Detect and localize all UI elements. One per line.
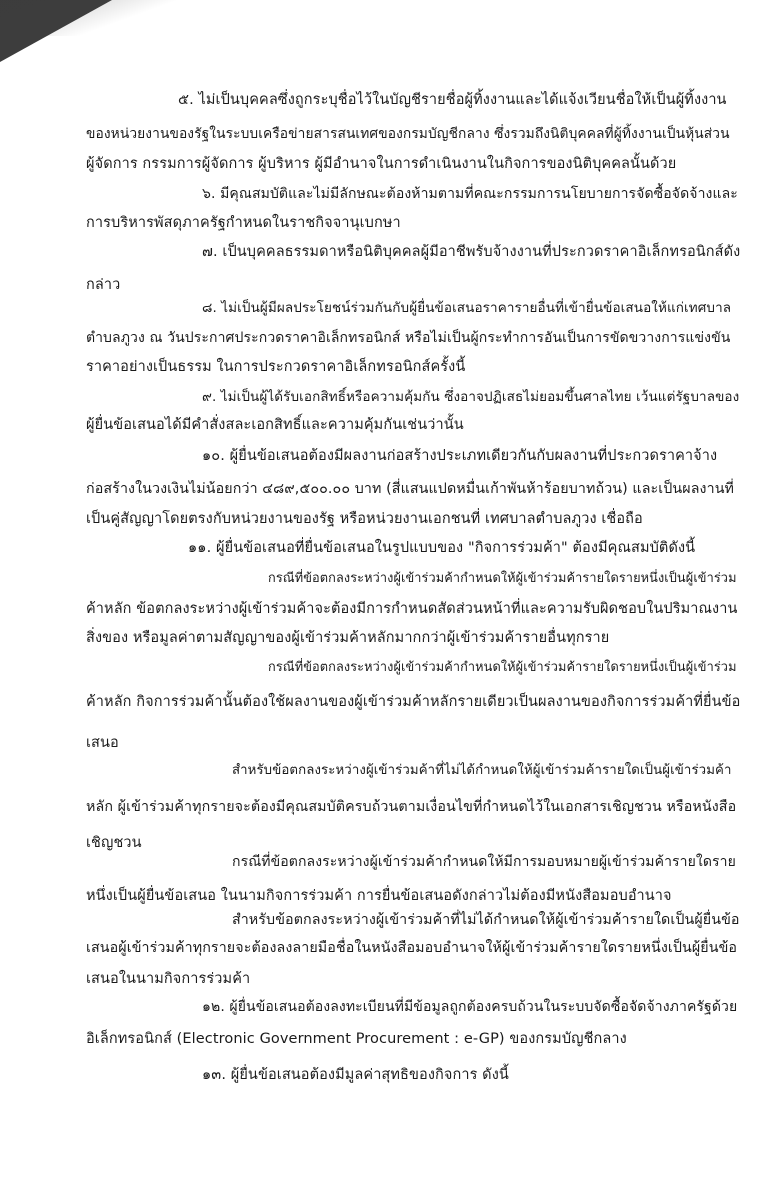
clause-11-case-1-line-2: ค้าหลัก ข้อตกลงระหว่างผู้เข้าร่วมค้าจะต้องมีการกำหนดสัดส่วนหน้าที่และความรับผิดชอบในปริมาณงาน: [86, 601, 738, 617]
clause-10-line-2: ก่อสร้างในวงเงินไม่น้อยกว่า ๔๘๙,๕๐๐.๐๐ บาท (สี่แสนแปดหมื่นเก้าพันห้าร้อยบาทถ้วน) และเป็นผลงานที่: [86, 481, 735, 497]
clause-5-line-1: ๕. ไม่เป็นบุคคลซึ่งถูกระบุชื่อไว้ในบัญชีรายชื่อผู้ทิ้งงานและได้แจ้งเวียนชื่อให้เป็นผู้ทิ้งงาน: [178, 92, 727, 108]
clause-13-line-1: ๑๓. ผู้ยื่นข้อเสนอต้องมีมูลค่าสุทธิของกิจการ ดังนี้: [202, 1067, 509, 1083]
clause-11-heading: ๑๑. ผู้ยื่นข้อเสนอที่ยื่นข้อเสนอในรูปแบบของ "กิจการร่วมค้า" ต้องมีคุณสมบัติดังนี้: [188, 540, 696, 556]
clause-11-case-2-line-3: เสนอ: [86, 735, 119, 751]
clause-9-line-2: ผู้ยื่นข้อเสนอได้มีคำสั่งสละเอกสิทธิ์และความคุ้มกันเช่นว่านั้น: [86, 417, 464, 433]
clause-9-line-1: ๙. ไม่เป็นผู้ได้รับเอกสิทธิ์หรือความคุ้มกัน ซึ่งอาจปฏิเสธไม่ยอมขึ้นศาลไทย เว้นแต่รัฐบาลของ: [202, 389, 740, 405]
clause-7-line-1: ๗. เป็นบุคคลธรรมดาหรือนิติบุคคลผู้มีอาชีพรับจ้างงานที่ประกวดราคาอิเล็กทรอนิกส์ดัง: [202, 244, 741, 260]
clause-11-case-5-line-1: สำหรับข้อตกลงระหว่างผู้เข้าร่วมค้าที่ไม่ได้กำหนดให้ผู้เข้าร่วมค้ารายใดเป็นผู้ยื่นข้อ: [232, 912, 740, 928]
clause-11-case-3-line-3: เชิญชวน: [86, 835, 142, 851]
clause-8-line-2: ตำบลภูวง ณ วันประกาศประกวดราคาอิเล็กทรอนิกส์ หรือไม่เป็นผู้กระทำการอันเป็นการขัดขวางการแข่งขัน: [86, 330, 731, 346]
clause-7-line-2: กล่าว: [86, 277, 121, 293]
clause-5-line-2: ของหน่วยงานของรัฐในระบบเครือข่ายสารสนเทศของกรมบัญชีกลาง ซึ่งรวมถึงนิติบุคคลที่ผู้ทิ้งงานเป็นหุ้นส่วน: [86, 126, 730, 142]
clause-10-line-1: ๑๐. ผู้ยื่นข้อเสนอต้องมีผลงานก่อสร้างประเภทเดียวกันกับผลงานที่ประกวดราคาจ้าง: [202, 448, 718, 464]
clause-11-case-3-line-2: หลัก ผู้เข้าร่วมค้าทุกรายจะต้องมีคุณสมบัติครบถ้วนตามเงื่อนไขที่กำหนดไว้ในเอกสารเชิญชวน หรือหนังสือ: [86, 799, 737, 815]
clause-11-case-1-line-1: กรณีที่ข้อตกลงระหว่างผู้เข้าร่วมค้ากำหนดให้ผู้เข้าร่วมค้ารายใดรายหนึ่งเป็นผู้เข้าร่วม: [268, 571, 737, 586]
clause-5-line-3: ผู้จัดการ กรรมการผู้จัดการ ผู้บริหาร ผู้มีอำนาจในการดำเนินงานในกิจการของนิติบุคคลนั้นด้วย: [86, 156, 677, 172]
clause-11-case-4-line-1: กรณีที่ข้อตกลงระหว่างผู้เข้าร่วมค้ากำหนดให้มีการมอบหมายผู้เข้าร่วมค้ารายใดราย: [232, 854, 736, 870]
clause-12-line-2: อิเล็กทรอนิกส์ (Electronic Government Procurement : e-GP) ของกรมบัญชีกลาง: [86, 1031, 627, 1047]
clause-11-case-2-line-2: ค้าหลัก กิจการร่วมค้านั้นต้องใช้ผลงานของผู้เข้าร่วมค้าหลักรายเดียวเป็นผลงานของกิจการร่วมค้าที่ยื่นข้อ: [86, 694, 741, 710]
clause-11-case-2-line-1: กรณีที่ข้อตกลงระหว่างผู้เข้าร่วมค้ากำหนดให้ผู้เข้าร่วมค้ารายใดรายหนึ่งเป็นผู้เข้าร่วม: [268, 660, 737, 675]
clause-6-line-1: ๖. มีคุณสมบัติและไม่มีลักษณะต้องห้ามตามที่คณะกรรมการนโยบายการจัดซื้อจัดจ้างและ: [202, 186, 738, 202]
clause-11-case-1-line-3: สิ่งของ หรือมูลค่าตามสัญญาของผู้เข้าร่วมค้าหลักมากกว่าผู้เข้าร่วมค้ารายอื่นทุกราย: [86, 630, 610, 646]
clause-11-case-5-line-2: เสนอผู้เข้าร่วมค้าทุกรายจะต้องลงลายมือชื่อในหนังสือมอบอำนาจให้ผู้เข้าร่วมค้ารายใดรายหนึ่งเป็นผู้ยื่นข้อ: [86, 940, 738, 956]
clause-12-line-1: ๑๒. ผู้ยื่นข้อเสนอต้องลงทะเบียนที่มีข้อมูลถูกต้องครบถ้วนในระบบจัดซื้อจัดจ้างภาครัฐด้วย: [202, 999, 738, 1015]
clause-6-line-2: การบริหารพัสดุภาครัฐกำหนดในราชกิจจานุเบกษา: [86, 215, 401, 231]
clause-10-line-3: เป็นคู่สัญญาโดยตรงกับหน่วยงานของรัฐ หรือหน่วยงานเอกชนที่ เทศบาลตำบลภูวง เชื่อถือ: [86, 511, 643, 527]
clause-11-case-4-line-2: หนึ่งเป็นผู้ยื่นข้อเสนอ ในนามกิจการร่วมค้า การยื่นข้อเสนอดังกล่าวไม่ต้องมีหนังสือมอบอำนาจ: [86, 888, 672, 904]
clause-11-case-5-line-3: เสนอในนามกิจการร่วมค้า: [86, 971, 251, 987]
clause-11-case-3-line-1: สำหรับข้อตกลงระหว่างผู้เข้าร่วมค้าที่ไม่ได้กำหนดให้ผู้เข้าร่วมค้ารายใดเป็นผู้เข้าร่วมค้า: [232, 763, 732, 778]
clause-8-line-3: ราคาอย่างเป็นธรรม ในการประกวดราคาอิเล็กทรอนิกส์ครั้งนี้: [86, 359, 466, 375]
clause-8-line-1: ๘. ไม่เป็นผู้มีผลประโยชน์ร่วมกันกับผู้ยื่นข้อเสนอราคารายอื่นที่เข้ายื่นข้อเสนอให้แก่เทศบาล: [202, 300, 732, 316]
